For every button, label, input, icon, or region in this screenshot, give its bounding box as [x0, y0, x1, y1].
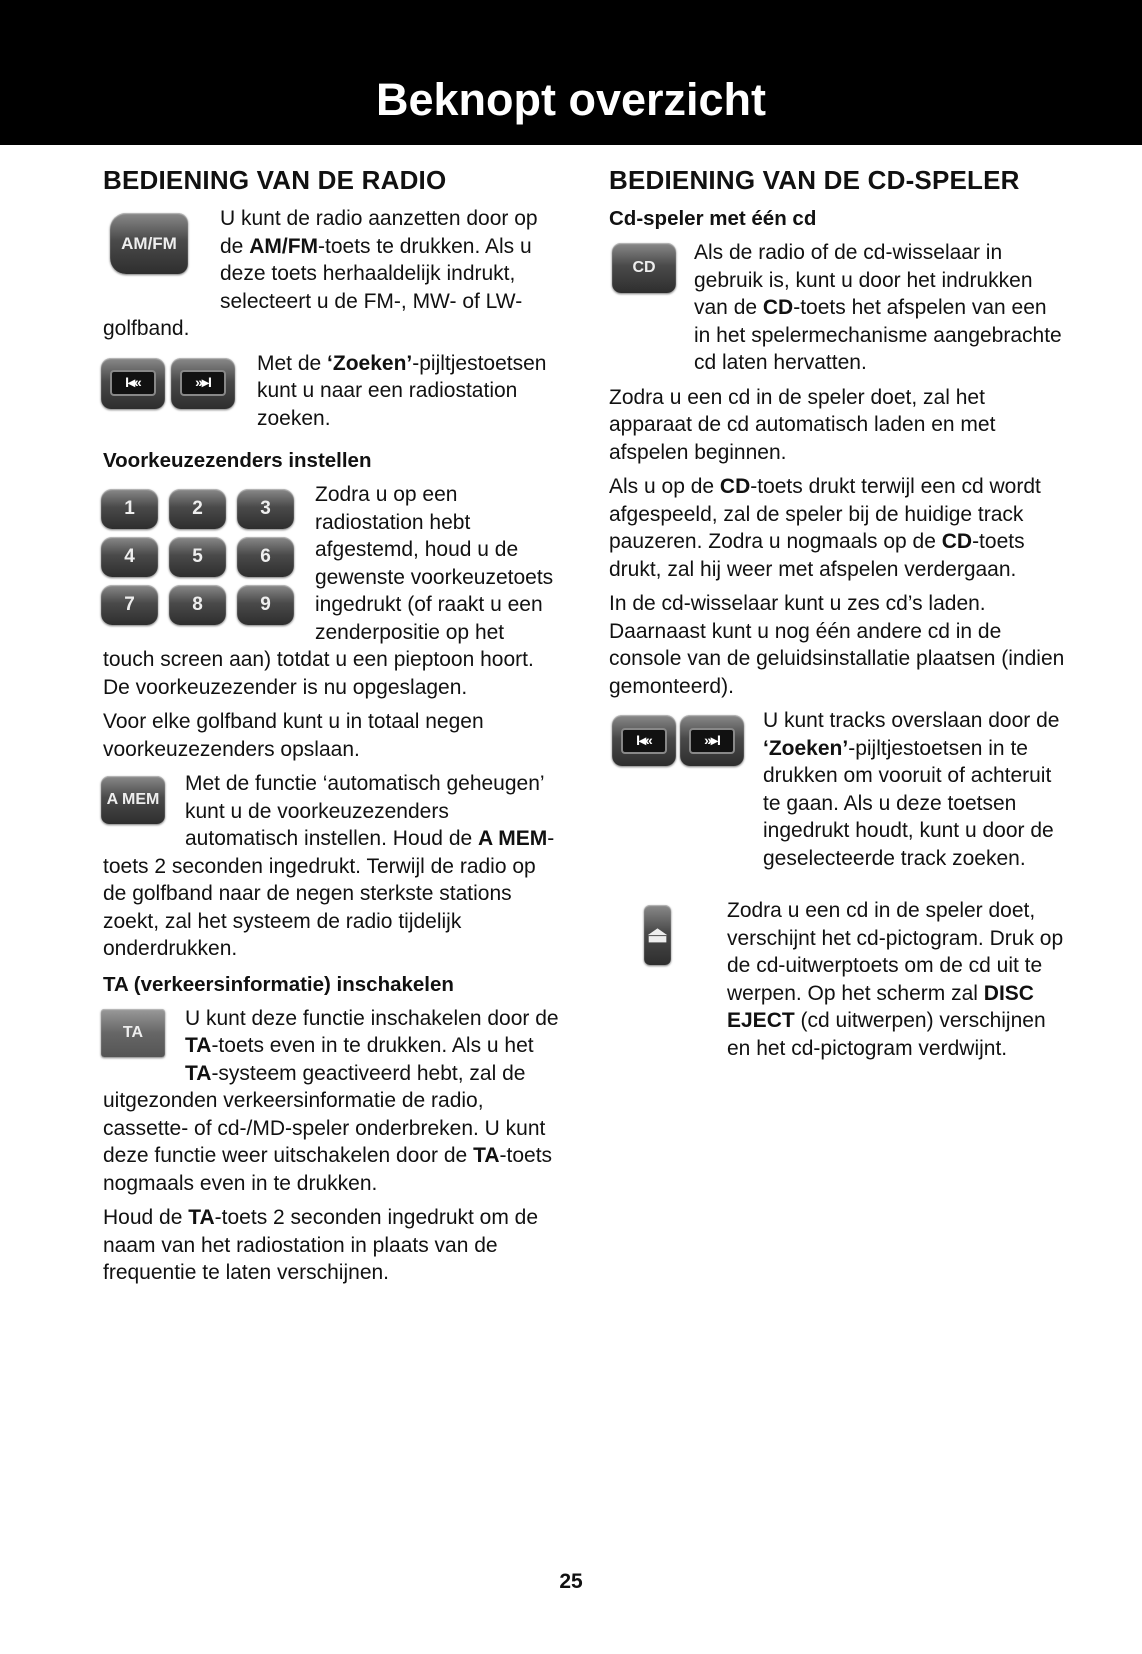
track-forward-glyph: »▸I	[689, 728, 735, 754]
seek-back-glyph: I◂«	[110, 370, 156, 396]
bold-term: ‘Zoeken’	[327, 351, 413, 375]
preset-key-1-icon: 1	[101, 489, 158, 529]
text-run: Zodra u op een radiostation hebt afgestemd, houd u de gewenste voorkeuzetoets ingedrukt (of raakt u een zenderpositie op het touch screen aan) totdat u een pieptoon hoort. De voorkeuzezender is nu opgeslagen.	[103, 483, 554, 699]
track-back-glyph: I◂«	[621, 728, 667, 754]
subheading-single-cd: Cd-speler met één cd	[609, 207, 817, 230]
amfm-figure	[103, 205, 220, 315]
amfm-button-icon: AM/FM	[110, 213, 188, 274]
radio-section	[103, 163, 559, 1294]
text-run: Als u op de	[609, 475, 720, 498]
text-run: -toets het afspelen van een in het spelermechanisme aangebrachte cd laten hervatten.	[694, 296, 1062, 374]
text-run: Houd de	[103, 1206, 189, 1229]
bold-term: TA	[185, 1061, 212, 1085]
ta-hold-paragraph	[103, 1204, 559, 1287]
bold-term: TA	[185, 1034, 212, 1057]
preset-key-5-icon: 5	[169, 537, 226, 577]
text-run: U kunt tracks overslaan door de	[763, 709, 1060, 732]
bold-term: ‘Zoeken’	[763, 736, 849, 760]
bold-term: AM/FM	[249, 234, 319, 258]
presets-count-paragraph	[103, 708, 559, 763]
eject-figure	[609, 897, 727, 1087]
page-number: 25	[559, 1570, 583, 1593]
text-run: -toets even in te drukken. Als u het	[211, 1034, 534, 1057]
preset-keypad-figure	[103, 481, 315, 646]
preset-key-7-icon: 7	[101, 585, 158, 625]
text-run: (cd uitwerpen) verschijnen en het cd-pictogram verdwijnt.	[727, 1009, 1046, 1060]
text-run: Als de radio of de cd-wisselaar in gebruik is, kunt u door het indrukken van de	[694, 241, 1033, 319]
cd-changer-paragraph	[609, 590, 1065, 700]
text-run: -systeem geactiveerd hebt, zal de uitgezonden verkeersinformatie de radio, cassette- of cd-/MD-speler onderbreken. U kunt deze functie weer uitschakelen door de	[103, 1061, 546, 1167]
text-run: -toets drukt terwijl een cd wordt afgespeeld, zal de speler bij de huidige track pauzeren. Zodra u nogmaals op de	[609, 475, 1041, 553]
track-forward-icon	[680, 715, 744, 766]
eject-icon: ⏏	[644, 905, 671, 965]
text-run: -toets te drukken. Als u deze toets herhaaldelijk indrukt, selecteert u de FM-, MW- of LW-golfband.	[103, 234, 532, 340]
preset-key-4-icon: 4	[101, 537, 158, 577]
preset-key-2-icon: 2	[169, 489, 226, 529]
subheading-ta: TA (verkeersinformatie) inschakelen	[103, 972, 454, 996]
amem-figure	[103, 770, 185, 850]
bold-term: CD	[719, 475, 751, 498]
bold-term: DISC EJECT	[727, 981, 1034, 1032]
preset-key-8-icon: 8	[169, 585, 226, 625]
seek-forward-glyph: »▸I	[180, 370, 226, 396]
bold-term: CD	[941, 530, 973, 553]
text-run: -toets 2 seconden ingedrukt. Terwijl de radio op de golfband naar de negen sterkste stations zoekt, zal het systeem de radio tijdelijk onderdrukken.	[103, 827, 555, 960]
bold-term: TA	[188, 1206, 215, 1229]
amem-button-icon: A MEM	[101, 776, 165, 824]
page-title: Beknopt overzicht	[375, 74, 767, 125]
subheading-presets: Voorkeuzezenders instellen	[103, 449, 372, 472]
cd-load-paragraph	[609, 384, 1065, 467]
text-run: In de cd-wisselaar kunt u zes cd’s laden. Daarnaast kunt u nog één andere cd in de console van de geluidsinstallatie plaatsen (indien gemonteerd).	[609, 592, 1065, 698]
cd-section	[609, 163, 1065, 1087]
text-run: Zodra u een cd in de speler doet, verschijnt het cd-pictogram. Druk op de cd-uitwerptoets om de cd uit te werpen. Op het scherm zal	[727, 899, 1064, 1005]
text-run: U kunt deze functie inschakelen door de	[185, 1006, 559, 1030]
cd-button-icon: CD	[612, 243, 676, 293]
ta-figure	[103, 1005, 185, 1085]
text-run: -toets drukt, zal hij weer met afspelen verdergaan.	[609, 530, 1025, 581]
seek-figure	[103, 350, 257, 432]
preset-key-9-icon: 9	[237, 585, 294, 625]
text-run: Voor elke golfband kunt u in totaal negen voorkeuzezenders opslaan.	[103, 710, 484, 761]
cd-pause-paragraph	[609, 473, 1065, 583]
text-run: Met de functie ‘automatisch geheugen’ kunt u de voorkeuzezenders automatisch instellen. Houd de	[185, 772, 544, 850]
preset-key-3-icon: 3	[237, 489, 294, 529]
cd-figure	[609, 239, 694, 369]
ta-button-icon: TA	[101, 1009, 165, 1057]
seek-back-icon	[101, 358, 165, 409]
header-bar	[0, 0, 1142, 145]
bold-term: CD	[762, 296, 794, 319]
track-back-icon	[612, 715, 676, 766]
seek-forward-icon	[171, 358, 235, 409]
text-run: -pijltjestoetsen in te drukken om vooruit of achteruit te gaan. Als u deze toetsen ingedrukt houdt, kunt u door de geselecteerde track zoeken.	[763, 736, 1054, 870]
text-run: Zodra u een cd in de speler doet, zal het apparaat de cd automatisch laden en met afspelen beginnen.	[609, 385, 996, 464]
cd-seek-figure	[609, 707, 763, 897]
section-heading-cd: BEDIENING VAN DE CD-SPELER	[609, 165, 1020, 195]
text-run: -pijltjestoetsen kunt u naar een radiostation zoeken.	[257, 351, 547, 430]
bold-term: A MEM	[478, 827, 548, 850]
text-run: -toets nogmaals even in te drukken.	[103, 1144, 553, 1195]
text-run: U kunt de radio aanzetten door op de	[220, 207, 538, 258]
preset-key-6-icon: 6	[237, 537, 294, 577]
text-run: Met de	[257, 351, 328, 375]
section-heading-radio: BEDIENING VAN DE RADIO	[103, 165, 447, 195]
text-run: -toets 2 seconden ingedrukt om de naam van het radiostation in plaats van de frequentie te laten verschijnen.	[103, 1206, 539, 1284]
bold-term: TA	[473, 1144, 500, 1167]
